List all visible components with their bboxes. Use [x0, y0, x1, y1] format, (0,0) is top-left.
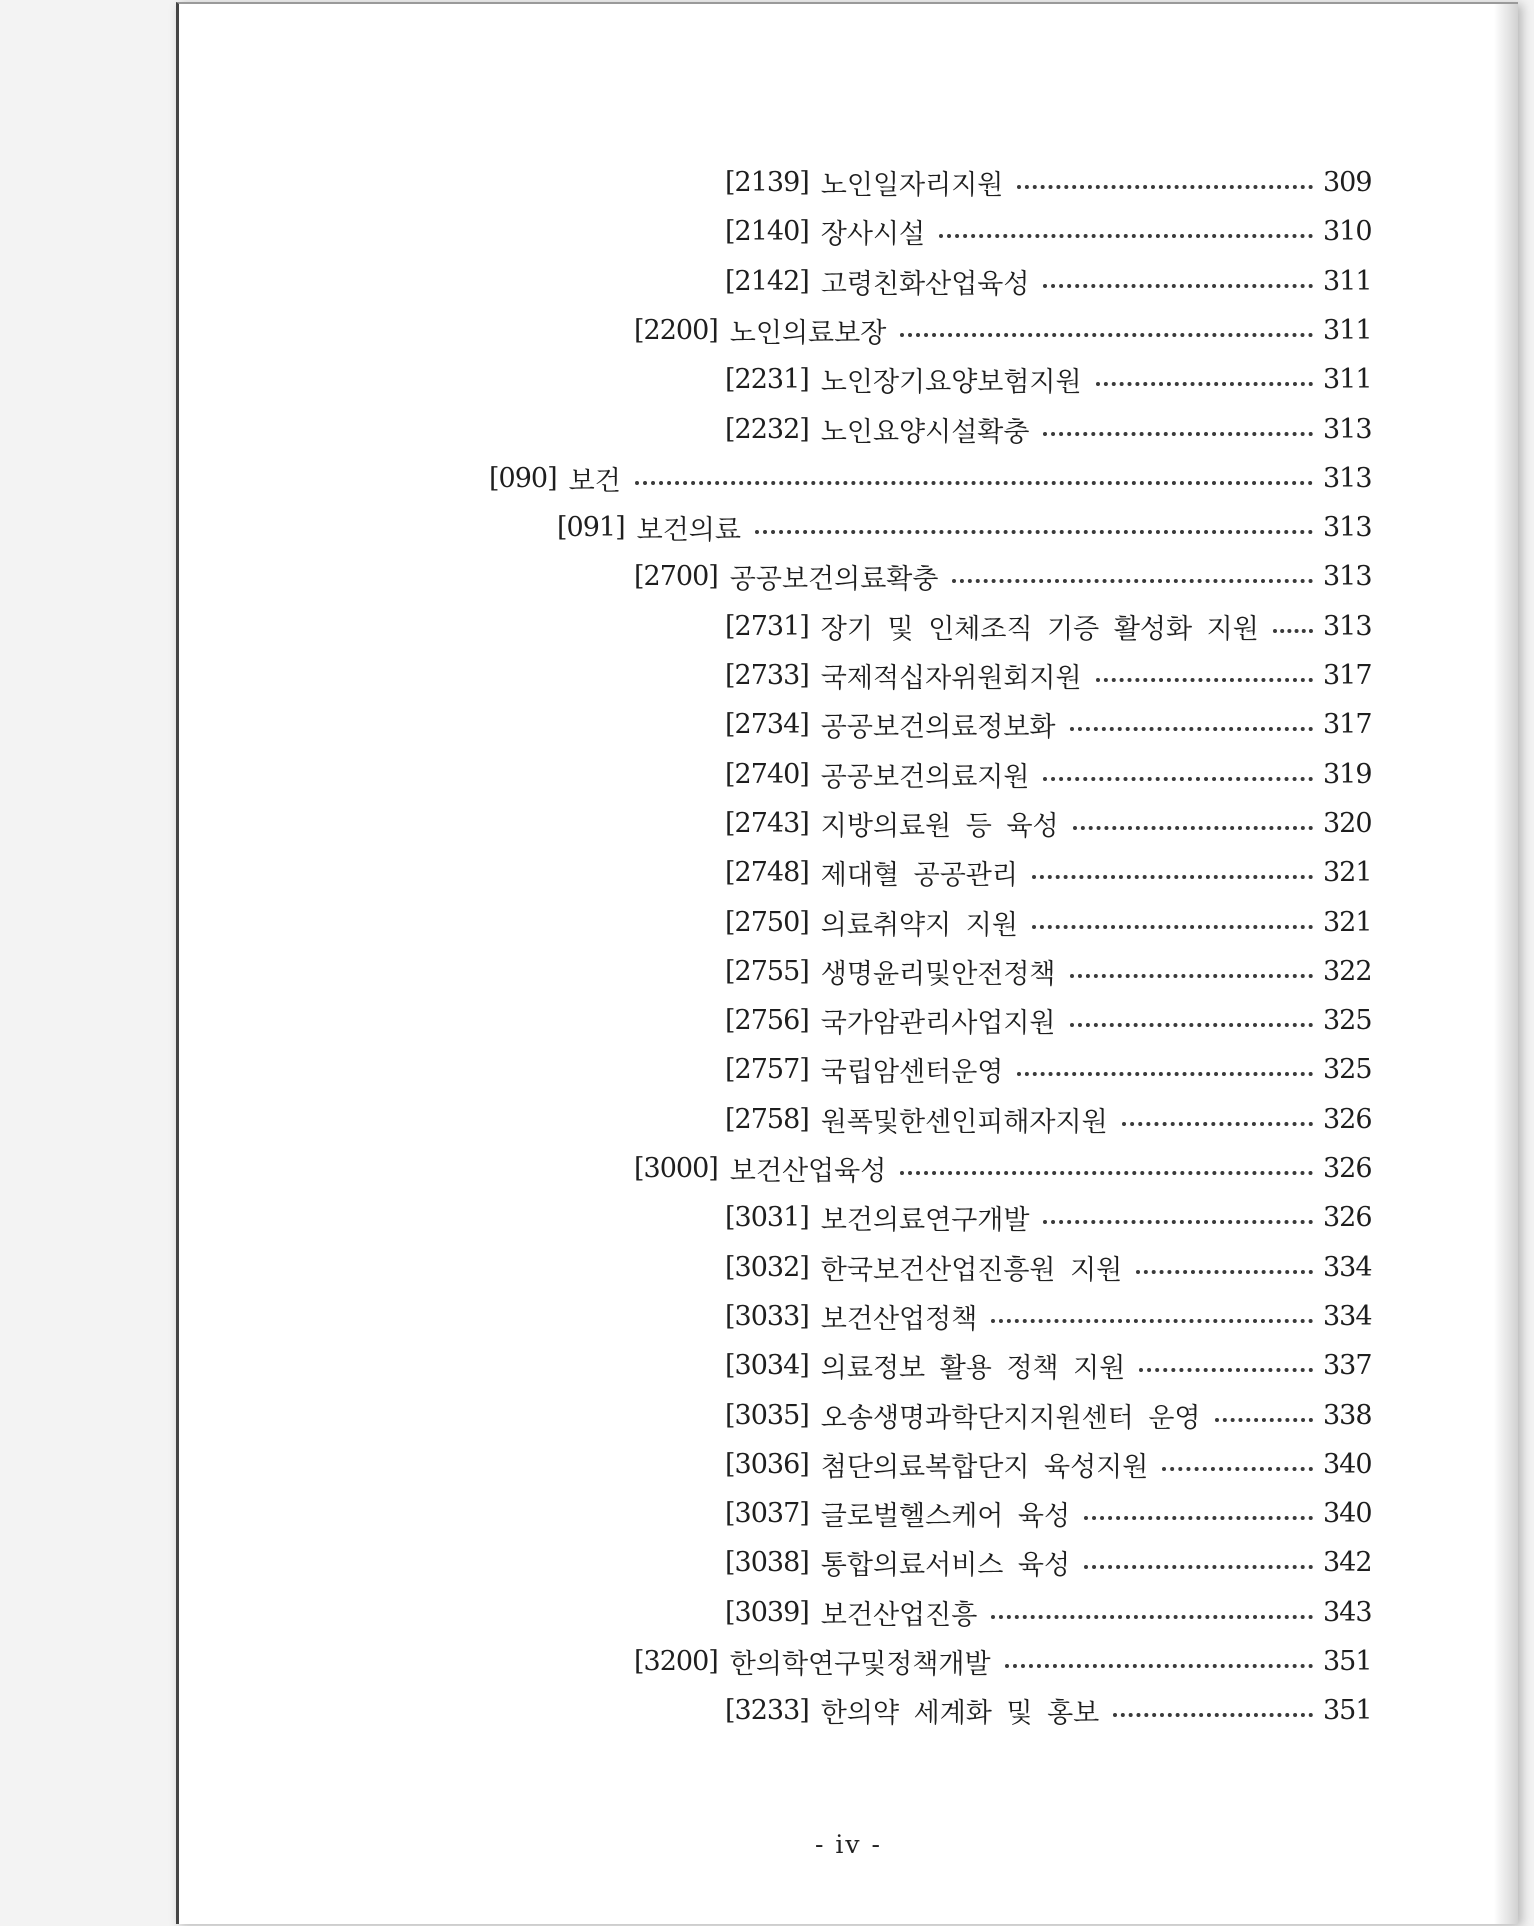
toc-entry-page-number: 325: [1323, 1004, 1372, 1036]
toc-dot-leader: [1273, 625, 1313, 633]
toc-dot-leader: [1017, 181, 1313, 189]
toc-entry[interactable]: [725, 1345, 1372, 1385]
toc-entry-code: [2748]: [725, 856, 809, 888]
toc-entry[interactable]: [725, 1049, 1372, 1089]
toc-dot-leader: [1073, 822, 1313, 830]
toc-entry-page-number: 320: [1323, 807, 1372, 839]
toc-entry[interactable]: [725, 704, 1372, 744]
toc-entry-code: [3033]: [725, 1300, 809, 1332]
toc-entry-title: 지방의료원 등 육성: [820, 810, 1059, 842]
toc-entry-page-number: 321: [1323, 906, 1372, 938]
toc-entry-code: [2700]: [634, 560, 718, 592]
toc-entry-title: 통합의료서비스 육성: [820, 1549, 1071, 1581]
toc-entry-code: [2740]: [725, 758, 809, 790]
toc-dot-leader: [1043, 773, 1313, 781]
toc-dot-leader: [755, 526, 1313, 534]
toc-entry-code: [090]: [489, 462, 557, 494]
toc-entry[interactable]: [489, 458, 1372, 498]
toc-entry-page-number: 351: [1323, 1694, 1372, 1726]
toc-entry-code: [2231]: [725, 363, 809, 395]
toc-dot-leader: [635, 477, 1313, 485]
toc-entry-code: [2734]: [725, 708, 809, 740]
toc-entry-code: [2731]: [725, 610, 809, 642]
toc-dot-leader: [1032, 871, 1313, 879]
toc-entry-page-number: 321: [1323, 856, 1372, 888]
toc-entry-title: 의료정보 활용 정책 지원: [820, 1352, 1126, 1384]
toc-dot-leader: [1043, 280, 1313, 288]
toc-entry-title: 생명윤리및안전정책: [820, 958, 1056, 990]
toc-entry-code: [3039]: [725, 1596, 809, 1628]
toc-entry-page-number: 313: [1323, 413, 1372, 445]
toc-entry-page-number: 326: [1323, 1103, 1372, 1135]
toc-entry-title: 공공보건의료지원: [820, 761, 1030, 793]
toc-entry-code: [3038]: [725, 1546, 809, 1578]
toc-entry-title: 한의약 세계화 및 홍보: [820, 1697, 1100, 1729]
toc-entry-page-number: 342: [1323, 1546, 1372, 1578]
toc-entry-title: 보건의료: [636, 514, 741, 546]
toc-entry[interactable]: [725, 655, 1372, 695]
toc-entry[interactable]: [725, 1099, 1372, 1139]
toc-entry-title: 원폭및한센인피해자지원: [820, 1106, 1108, 1138]
toc-entry-code: [2756]: [725, 1004, 809, 1036]
toc-dot-leader: [1005, 1660, 1313, 1668]
toc-dot-leader: [1136, 1266, 1313, 1274]
toc-dot-leader: [1122, 1118, 1313, 1126]
toc-entry-page-number: 319: [1323, 758, 1372, 790]
toc-entry-title: 노인요양시설확충: [820, 416, 1030, 448]
toc-entry[interactable]: [557, 507, 1372, 547]
toc-entry[interactable]: [725, 1444, 1372, 1484]
toc-entry-title: 장기 및 인체조직 기증 활성화 지원: [820, 613, 1259, 645]
toc-dot-leader: [1070, 1019, 1313, 1027]
toc-dot-leader: [952, 575, 1313, 583]
toc-entry-code: [3032]: [725, 1251, 809, 1283]
toc-entry-page-number: 317: [1323, 659, 1372, 691]
toc-entry-code: [2232]: [725, 413, 809, 445]
toc-dot-leader: [1084, 1561, 1313, 1569]
toc-dot-leader: [1043, 428, 1313, 436]
toc-dot-leader: [1139, 1364, 1313, 1372]
toc-entry-title: 노인의료보장: [729, 317, 887, 349]
toc-entry-title: 노인장기요양보험지원: [820, 366, 1082, 398]
toc-entry-title: 장사시설: [820, 218, 926, 250]
toc-entry-code: [3000]: [634, 1152, 718, 1184]
toc-entry-code: [2140]: [725, 215, 809, 247]
toc-entry[interactable]: [725, 1690, 1372, 1730]
toc-dot-leader: [1096, 674, 1313, 682]
toc-entry-title: 노인일자리지원: [820, 169, 1004, 201]
toc-dot-leader: [1017, 1068, 1313, 1076]
toc-entry-page-number: 311: [1323, 314, 1372, 346]
toc-entry[interactable]: [725, 803, 1372, 843]
page-edge-shadow: [1494, 4, 1518, 1924]
table-of-contents: [179, 4, 1518, 1924]
toc-entry-code: [2200]: [634, 314, 718, 346]
toc-entry[interactable]: [634, 1148, 1372, 1188]
toc-entry-title: 보건: [568, 465, 621, 497]
toc-entry-page-number: 313: [1323, 560, 1372, 592]
toc-entry-code: [2743]: [725, 807, 809, 839]
toc-entry-title: 한의학연구및정책개발: [729, 1648, 991, 1680]
toc-entry-page-number: 338: [1323, 1399, 1372, 1431]
toc-entry[interactable]: [725, 951, 1372, 991]
toc-entry-title: 보건산업육성: [729, 1155, 887, 1187]
toc-entry-code: [2758]: [725, 1103, 809, 1135]
toc-entry-title: 국립암센터운영: [820, 1056, 1004, 1088]
toc-dot-leader: [1070, 970, 1313, 978]
toc-entry[interactable]: [725, 359, 1372, 399]
toc-entry-title: 국제적십자위원회지원: [820, 662, 1082, 694]
toc-entry[interactable]: [725, 754, 1372, 794]
toc-entry[interactable]: [725, 211, 1372, 251]
toc-entry[interactable]: [725, 1296, 1372, 1336]
toc-entry-title: 제대혈 공공관리: [820, 859, 1018, 891]
toc-dot-leader: [1162, 1463, 1313, 1471]
page-footer-number: - iv -: [815, 1830, 882, 1859]
toc-entry[interactable]: [725, 606, 1372, 646]
toc-entry-title: 글로벌헬스케어 육성: [820, 1500, 1071, 1532]
toc-dot-leader: [1215, 1414, 1313, 1422]
toc-entry-title: 오송생명과학단지지원센터 운영: [820, 1402, 1201, 1434]
toc-entry-page-number: 334: [1323, 1251, 1372, 1283]
toc-dot-leader: [991, 1315, 1313, 1323]
document-page: [176, 2, 1518, 1924]
toc-entry-code: [3233]: [725, 1694, 809, 1726]
toc-entry-code: [2142]: [725, 265, 809, 297]
toc-entry-code: [3034]: [725, 1349, 809, 1381]
toc-entry-page-number: 325: [1323, 1053, 1372, 1085]
toc-entry[interactable]: [725, 261, 1372, 301]
toc-entry-page-number: 313: [1323, 511, 1372, 543]
toc-entry-code: [3200]: [634, 1645, 718, 1677]
toc-entry[interactable]: [725, 902, 1372, 942]
toc-entry-page-number: 340: [1323, 1448, 1372, 1480]
toc-entry-title: 보건의료연구개발: [820, 1204, 1030, 1236]
toc-entry-page-number: 311: [1323, 265, 1372, 297]
toc-entry-code: [2750]: [725, 906, 809, 938]
toc-dot-leader: [1043, 1216, 1313, 1224]
toc-entry-page-number: 343: [1323, 1596, 1372, 1628]
toc-entry-code: [2139]: [725, 166, 809, 198]
toc-entry[interactable]: [634, 1641, 1372, 1681]
toc-entry[interactable]: [725, 1493, 1372, 1533]
toc-entry[interactable]: [634, 310, 1372, 350]
toc-entry-page-number: 334: [1323, 1300, 1372, 1332]
toc-entry-page-number: 351: [1323, 1645, 1372, 1677]
toc-entry-title: 첨단의료복합단지 육성지원: [820, 1451, 1149, 1483]
toc-entry-title: 공공보건의료확충: [729, 563, 939, 595]
toc-entry-code: [2733]: [725, 659, 809, 691]
toc-entry[interactable]: [725, 852, 1372, 892]
toc-entry[interactable]: [725, 1247, 1372, 1287]
toc-dot-leader: [1096, 378, 1313, 386]
toc-entry-title: 보건산업정책: [820, 1303, 978, 1335]
toc-entry-title: 의료취약지 지원: [820, 909, 1018, 941]
toc-dot-leader: [900, 329, 1313, 337]
toc-entry-page-number: 326: [1323, 1152, 1372, 1184]
toc-entry-page-number: 317: [1323, 708, 1372, 740]
toc-entry-code: [2755]: [725, 955, 809, 987]
toc-entry-code: [3035]: [725, 1399, 809, 1431]
toc-entry-title: 국가암관리사업지원: [820, 1007, 1056, 1039]
toc-entry-code: [3037]: [725, 1497, 809, 1529]
toc-entry-title: 보건산업진흥: [820, 1599, 978, 1631]
toc-entry-code: [3036]: [725, 1448, 809, 1480]
toc-entry-title: 고령친화산업육성: [820, 268, 1030, 300]
toc-entry-page-number: 313: [1323, 462, 1372, 494]
toc-entry-page-number: 313: [1323, 610, 1372, 642]
toc-dot-leader: [900, 1167, 1313, 1175]
toc-dot-leader: [1070, 723, 1313, 731]
toc-entry[interactable]: [634, 556, 1372, 596]
toc-entry-code: [3031]: [725, 1201, 809, 1233]
toc-entry-page-number: 309: [1323, 166, 1372, 198]
toc-entry-code: [2757]: [725, 1053, 809, 1085]
toc-entry-page-number: 311: [1323, 363, 1372, 395]
toc-dot-leader: [1113, 1709, 1313, 1717]
toc-dot-leader: [991, 1611, 1313, 1619]
toc-entry-code: [091]: [557, 511, 625, 543]
toc-dot-leader: [939, 230, 1313, 238]
toc-entry[interactable]: [725, 162, 1372, 202]
toc-entry[interactable]: [725, 409, 1372, 449]
toc-entry-page-number: 340: [1323, 1497, 1372, 1529]
toc-entry[interactable]: [725, 1197, 1372, 1237]
toc-entry-title: 공공보건의료정보화: [820, 711, 1056, 743]
toc-entry[interactable]: [725, 1542, 1372, 1582]
toc-entry[interactable]: [725, 1395, 1372, 1435]
toc-entry-page-number: 337: [1323, 1349, 1372, 1381]
toc-entry-title: 한국보건산업진흥원 지원: [820, 1254, 1123, 1286]
toc-entry[interactable]: [725, 1000, 1372, 1040]
toc-dot-leader: [1032, 921, 1313, 929]
toc-dot-leader: [1084, 1512, 1313, 1520]
toc-entry-page-number: 322: [1323, 955, 1372, 987]
toc-entry[interactable]: [725, 1592, 1372, 1632]
toc-entry-page-number: 326: [1323, 1201, 1372, 1233]
toc-entry-page-number: 310: [1323, 215, 1372, 247]
